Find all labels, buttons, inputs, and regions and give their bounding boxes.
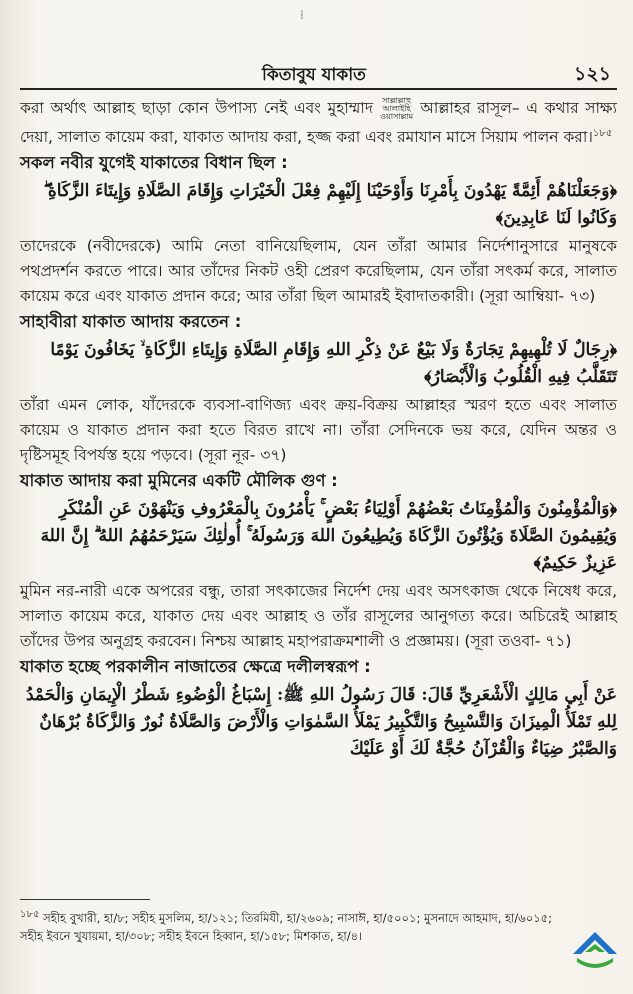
arabic-verse-3: ﴿وَالْمُؤْمِنُونَ وَالْمُؤْمِنَاتُ بَعْضُهُمْ أَوْلِيَاءُ بَعْضٍ ۚ يَأْمُرُونَ بِالْمَعْرُوفِ وَيَنْهَوْنَ عَنِ الْمُنْكَرِ وَيُقِيمُونَ الصَّلَاةَ وَيُؤْتُونَ الزَّكَاةَ وَيُطِيعُونَ اللهَ وَرَسُولَهُ ۚ أُولٰئِكَ سَيَرْحَمُهُمُ اللهُ ۗ إِنَّ اللهَ عَزِيزٌ حَكِيمٌ﴾ xyxy=(40,499,617,574)
footnote-divider xyxy=(20,899,150,900)
translation-2: তাঁরা এমন লোক, যাঁদেরকে ব্যবসা-বাণিজ্য এবং ক্রয়-বিক্রয় আল্লাহর স্মরণ হতে এবং সালাত কায়েম ও যাকাত প্রদান করা হতে বিরত রাখে না। তাঁরা সেদিনকে ভয় করে, যেদিন অন্তর ও দৃষ্টিসমূহ বিপর্যস্ত হয়ে পড়বে। (সূরা নূর- ৩৭) xyxy=(20,396,617,465)
heading-1: সকল নবীর যুগেই যাকাতের বিধান ছিল : xyxy=(20,153,288,173)
translation-3: মুমিন নর-নারী একে অপরের বন্ধু, তারা সৎকাজের নির্দেশ দেয় এবং অসৎকাজ থেকে নিষেধ করে, সালাত কায়েম করে, যাকাত দেয় এবং আল্লাহ ও তাঁর রাসূলের আনুগত্য করে। অচিরেই আল্লাহ তাঁদের উপর অনুগ্রহ করবেন। নিশ্চয় আল্লাহ মহাপরাক্রমশালী ও প্রজ্ঞাময়। (সূরা তওবা- ৭১) xyxy=(20,582,617,651)
heading-4: যাকাত হচ্ছে পরকালীন নাজাতের ক্ষেত্রে দলীলস্বরূপ : xyxy=(20,657,371,677)
page-header xyxy=(20,58,617,90)
heading-2: সাহাবীরা যাকাত আদায় করতেন : xyxy=(20,312,242,332)
para1-end-text: আল্লাহর রাসূল– এ কথার সাক্ষ্য দেয়া, সালাত কায়েম করা, যাকাত আদায় করা, হজ্জ করা এবং রমাযান মাসে সিয়াম পালন করা। xyxy=(20,99,617,147)
page-number: ১২১ xyxy=(573,63,611,85)
arabic-verse-1: ﴿وَجَعَلْنَاهُمْ أَئِمَّةً يَهْدُونَ بِأَمْرِنَا وَأَوْحَيْنَا إِلَيْهِمْ فِعْلَ الْخَيْرَاتِ وَإِقَامَ الصَّلَاةِ وَإِيتَاءَ الزَّكَاةِ ۖ وَكَانُوا لَنَا عَابِدِينَ﴾ xyxy=(43,181,617,229)
para1-text: করা অর্থাৎ আল্লাহ ছাড়া কোন উপাস্য নেই এবং মুহাম্মাদ xyxy=(20,99,373,117)
translation-1: তাদেরকে (নবীদেরকে) আমি নেতা বানিয়েছিলাম, যেন তাঁরা আমার নির্দেশানুসারে মানুষকে পথপ্রদর্শন করতে পারে। আর তাঁদের নিকট ওহী প্রেরণ করেছিলাম, যেন তাঁরা সৎকর্ম করে, সালাত কায়েম করে এবং যাকাত প্রদান করে; আর তাঁরা ছিল আমারই ইবাদাতকারী। (সূরা আম্বিয়া- ৭৩) xyxy=(20,237,617,306)
footnote-ref: ১৮৫ xyxy=(592,128,613,139)
chapter-title: কিতাবুয যাকাত xyxy=(262,65,366,85)
publisher-logo-icon xyxy=(569,924,621,974)
arabic-hadith: عَنْ أَبِي مَالِكٍ الْأَشْعَرِيِّ قَالَ: قَالَ رَسُولُ اللهِ ﷺ: إِسْبَاغُ الْوُضُوءِ شَطْرُ الْإِيمَانِ وَالْحَمْدُ لِلهِ تَمْلَأُ الْمِيزَانَ وَالتَّسْبِيحُ وَالتَّكْبِيرُ يَمْلَأُ السَّمٰوَاتِ وَالْأَرْضَ وَالصَّلَاةُ نُورٌ وَالزَّكَاةُ بُرْهَانٌ وَالصَّبْرُ ضِيَاءٌ وَالْقُرْآنُ حُجَّةٌ لَكَ أَوْ عَلَيْكَ xyxy=(26,685,617,760)
gutter-mark: ⁞ xyxy=(300,8,304,22)
footnote-text: সহীহ বুখারী, হা/৮; সহীহ মুসলিম, হা/১২১; তিরমিযী, হা/২৬০৯; নাসাঈ, হা/৫০০১; মুসনাদে আহমাদ, হা/৬০১৫; সহীহ ইবনে খুযায়মা, হা/৩০৮; সহীহ ইবনে হিব্বান, হা/১৫৮; মিশকাত, হা/৪। xyxy=(20,910,553,943)
paragraph-1 xyxy=(20,96,617,150)
arabic-verse-2: ﴿رِجَالٌ لَا تُلْهِيهِمْ تِجَارَةٌ وَلَا بَيْعٌ عَنْ ذِكْرِ اللهِ وَإِقَامِ الصَّلَاةِ وَإِيتَاءِ الزَّكَاةِ ۙ يَخَافُونَ يَوْمًا تَتَقَلَّبُ فِيهِ الْقُلُوبُ وَالْأَبْصَارُ﴾ xyxy=(50,340,617,388)
heading-3: যাকাত আদায় করা মুমিনের একটি মৌলিক গুণ : xyxy=(20,471,338,491)
page-content xyxy=(20,96,617,765)
footnote xyxy=(20,906,563,945)
footnote-number: ১৮৫ xyxy=(20,909,40,920)
salawat-mark: সাল্লাল্লাহু আলাইহি ওয়াসাল্লাম xyxy=(380,95,414,121)
